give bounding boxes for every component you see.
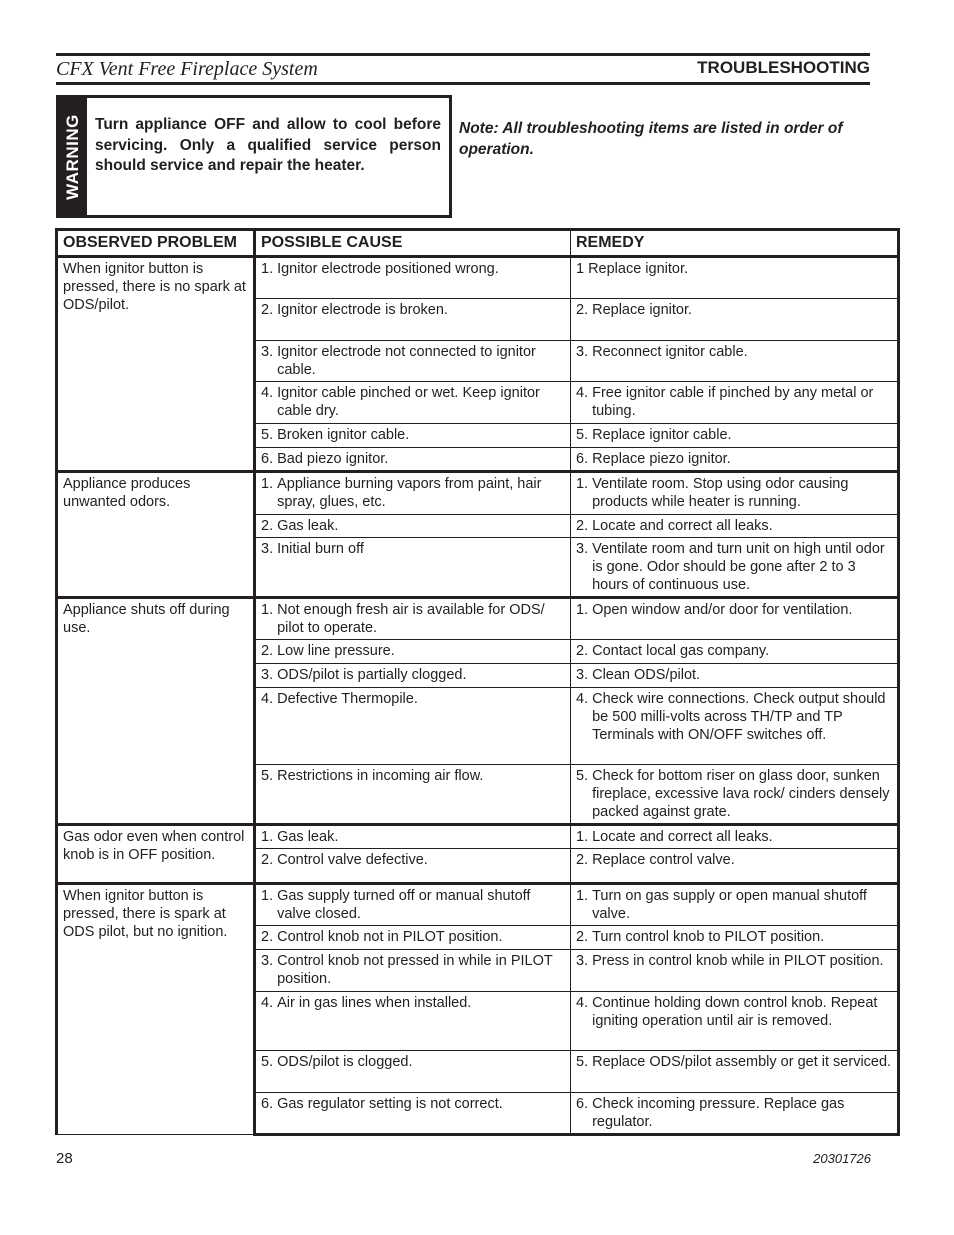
cause-number: 6. xyxy=(261,1096,274,1112)
possible-cause-cell xyxy=(255,992,571,1051)
remedy-text: Ventilate room and turn unit on high until odor is gone. Odor should be gone after 2 to 3 hours of continuous use. xyxy=(592,541,885,593)
remedy-item xyxy=(576,666,893,684)
cause-text: Ignitor cable pinched or wet. Keep ignitor cable dry. xyxy=(277,385,540,419)
remedy-number: 5. xyxy=(576,768,589,784)
warning-label: WARNING xyxy=(63,113,82,200)
remedy-number: 2. xyxy=(576,929,589,945)
cause-text: Not enough fresh air is available for ODS/ pilot to operate. xyxy=(277,602,545,636)
cause-number: 3. xyxy=(261,667,274,683)
remedy-text: Replace ignitor. xyxy=(592,302,693,318)
cause-number: 1. xyxy=(261,829,274,845)
remedy-number: 1. xyxy=(576,829,589,845)
remedy-cell xyxy=(571,382,899,424)
troubleshooting-table xyxy=(55,228,900,1136)
cause-item xyxy=(261,1053,566,1071)
observed-problem-cell: Appliance shuts off during use. xyxy=(57,598,255,825)
possible-cause-cell xyxy=(255,598,571,640)
remedy-number: 4. xyxy=(576,995,589,1011)
cause-number: 3. xyxy=(261,344,274,360)
remedy-number: 3. xyxy=(576,541,589,557)
remedy-number: 5. xyxy=(576,1054,589,1070)
possible-cause-cell xyxy=(255,538,571,598)
cause-item xyxy=(261,540,566,558)
observed-problem-cell: When ignitor button is pressed, there is spark at ODS pilot, but no ignition. xyxy=(57,884,255,1135)
observed-problem-cell: Gas odor even when control knob is in OFF position. xyxy=(57,825,255,884)
cause-number: 2. xyxy=(261,302,274,318)
remedy-cell xyxy=(571,448,899,472)
cause-item xyxy=(261,1095,566,1113)
table-row xyxy=(57,825,899,849)
cause-number: 2. xyxy=(261,929,274,945)
cause-number: 4. xyxy=(261,691,274,707)
cause-text: Appliance burning vapors from paint, hair spray, glues, etc. xyxy=(277,476,542,510)
remedy-number: 3. xyxy=(576,344,589,360)
remedy-item xyxy=(576,540,893,594)
possible-cause-cell xyxy=(255,382,571,424)
cause-number: 5. xyxy=(261,427,274,443)
cause-text: Low line pressure. xyxy=(277,643,395,659)
remedy-cell xyxy=(571,765,899,825)
possible-cause-cell xyxy=(255,424,571,448)
possible-cause-cell xyxy=(255,1051,571,1093)
remedy-text: Clean ODS/pilot. xyxy=(592,667,701,683)
remedy-number: 1. xyxy=(576,888,589,904)
cause-number: 3. xyxy=(261,541,274,557)
remedy-text: Replace ignitor. xyxy=(588,261,689,277)
remedy-item xyxy=(576,475,893,511)
possible-cause-cell xyxy=(255,640,571,664)
remedy-number: 2. xyxy=(576,302,589,318)
remedy-text: Replace ODS/pilot assembly or get it serviced. xyxy=(592,1054,892,1070)
observed-problem-cell: When ignitor button is pressed, there is no spark at ODS/pilot. xyxy=(57,257,255,472)
remedy-item xyxy=(576,851,893,869)
cause-text: ODS/pilot is partially clogged. xyxy=(277,667,467,683)
possible-cause-cell xyxy=(255,765,571,825)
cause-item xyxy=(261,475,566,511)
remedy-text: Press in control knob while in PILOT position. xyxy=(592,953,884,969)
remedy-text: Check for bottom riser on glass door, sunken fireplace, excessive lava rock/ cinders densely packed against grate. xyxy=(592,768,890,820)
cause-text: Control valve defective. xyxy=(277,852,428,868)
remedy-number: 4. xyxy=(576,385,589,401)
remedy-cell xyxy=(571,598,899,640)
remedy-item xyxy=(576,690,893,744)
remedy-item xyxy=(576,828,893,846)
cause-number: 6. xyxy=(261,451,274,467)
remedy-text: Turn control knob to PILOT position. xyxy=(592,929,825,945)
remedy-text: Continue holding down control knob. Repeat igniting operation until air is removed. xyxy=(592,995,878,1029)
remedy-item xyxy=(576,260,893,278)
remedy-cell xyxy=(571,825,899,849)
document-title: CFX Vent Free Fireplace System xyxy=(56,58,318,80)
remedy-item xyxy=(576,1095,893,1131)
possible-cause-cell xyxy=(255,341,571,382)
remedy-item xyxy=(576,384,893,420)
cause-text: Gas leak. xyxy=(277,829,339,845)
possible-cause-cell xyxy=(255,849,571,884)
possible-cause-cell xyxy=(255,884,571,926)
cause-item xyxy=(261,384,566,420)
remedy-text: Turn on gas supply or open manual shutoff valve. xyxy=(592,888,867,922)
remedy-cell xyxy=(571,472,899,515)
cause-item xyxy=(261,517,566,535)
remedy-cell xyxy=(571,884,899,926)
remedy-number: 1 xyxy=(576,261,585,277)
header-rule-bottom xyxy=(56,82,870,85)
remedy-item xyxy=(576,994,893,1030)
remedy-text: Check wire connections. Check output should be 500 milli-volts across TH/TP and TP Terminals with ON/OFF switches off. xyxy=(592,691,886,743)
remedy-cell xyxy=(571,688,899,765)
remedy-text: Replace control valve. xyxy=(592,852,735,868)
cause-number: 2. xyxy=(261,852,274,868)
remedy-text: Open window and/or door for ventilation. xyxy=(592,602,853,618)
remedy-text: Free ignitor cable if pinched by any metal or tubing. xyxy=(592,385,874,419)
cause-text: Control knob not pressed in while in PILOT position. xyxy=(277,953,553,987)
warning-label-tab xyxy=(59,98,87,215)
possible-cause-cell xyxy=(255,472,571,515)
cause-text: Broken ignitor cable. xyxy=(277,427,410,443)
remedy-cell xyxy=(571,341,899,382)
table-row xyxy=(57,598,899,640)
remedy-number: 3. xyxy=(576,953,589,969)
table-body xyxy=(57,257,899,1135)
cause-text: Air in gas lines when installed. xyxy=(277,995,472,1011)
table-header-row xyxy=(57,230,899,257)
remedy-number: 6. xyxy=(576,451,589,467)
cause-item xyxy=(261,828,566,846)
cause-number: 1. xyxy=(261,476,274,492)
remedy-cell xyxy=(571,424,899,448)
cause-item xyxy=(261,260,566,278)
cause-item xyxy=(261,928,566,946)
possible-cause-cell xyxy=(255,515,571,538)
cause-item xyxy=(261,450,566,468)
cause-text: Ignitor electrode positioned wrong. xyxy=(277,261,499,277)
remedy-cell xyxy=(571,515,899,538)
warning-box xyxy=(56,95,452,218)
cause-item xyxy=(261,851,566,869)
cause-number: 5. xyxy=(261,1054,274,1070)
cause-text: Gas leak. xyxy=(277,518,339,534)
cause-number: 2. xyxy=(261,643,274,659)
observed-problem-cell: Appliance produces unwanted odors. xyxy=(57,472,255,598)
cause-number: 5. xyxy=(261,768,274,784)
cause-item xyxy=(261,690,566,708)
section-title: TROUBLESHOOTING xyxy=(697,58,870,77)
cause-item xyxy=(261,301,566,319)
cause-number: 1. xyxy=(261,261,274,277)
remedy-number: 1. xyxy=(576,602,589,618)
remedy-text: Replace piezo ignitor. xyxy=(592,451,731,467)
remedy-number: 3. xyxy=(576,667,589,683)
cause-text: Ignitor electrode not connected to ignitor cable. xyxy=(277,344,536,378)
cause-item xyxy=(261,767,566,785)
remedy-cell xyxy=(571,640,899,664)
remedy-cell xyxy=(571,257,899,299)
remedy-cell xyxy=(571,538,899,598)
cause-text: Gas regulator setting is not correct. xyxy=(277,1096,503,1112)
possible-cause-cell xyxy=(255,688,571,765)
cause-item xyxy=(261,952,566,988)
cause-text: Restrictions in incoming air flow. xyxy=(277,768,484,784)
cause-text: Ignitor electrode is broken. xyxy=(277,302,448,318)
cause-text: Defective Thermopile. xyxy=(277,691,418,707)
remedy-text: Locate and correct all leaks. xyxy=(592,829,773,845)
cause-item xyxy=(261,343,566,379)
table-row xyxy=(57,884,899,926)
remedy-number: 2. xyxy=(576,852,589,868)
remedy-item xyxy=(576,450,893,468)
remedy-number: 1. xyxy=(576,476,589,492)
cause-text: Gas supply turned off or manual shutoff valve closed. xyxy=(277,888,531,922)
cause-number: 3. xyxy=(261,953,274,969)
possible-cause-cell xyxy=(255,926,571,950)
remedy-text: Contact local gas company. xyxy=(592,643,770,659)
remedy-item xyxy=(576,642,893,660)
remedy-item xyxy=(576,767,893,821)
remedy-text: Locate and correct all leaks. xyxy=(592,518,773,534)
remedy-cell xyxy=(571,1093,899,1135)
remedy-item xyxy=(576,517,893,535)
remedy-item xyxy=(576,928,893,946)
possible-cause-cell xyxy=(255,299,571,341)
table-row xyxy=(57,257,899,299)
remedy-number: 5. xyxy=(576,427,589,443)
cause-item xyxy=(261,642,566,660)
page-number: 28 xyxy=(56,1150,73,1167)
cause-number: 2. xyxy=(261,518,274,534)
remedy-cell xyxy=(571,299,899,341)
possible-cause-cell xyxy=(255,825,571,849)
possible-cause-cell xyxy=(255,448,571,472)
remedy-text: Reconnect ignitor cable. xyxy=(592,344,748,360)
cause-item xyxy=(261,887,566,923)
order-note: Note: All troubleshooting items are listed in order of operation. xyxy=(459,120,843,158)
remedy-cell xyxy=(571,664,899,688)
cause-item xyxy=(261,426,566,444)
possible-cause-cell xyxy=(255,664,571,688)
remedy-text: Ventilate room. Stop using odor causing products while heater is running. xyxy=(592,476,849,510)
possible-cause-cell xyxy=(255,950,571,992)
cause-number: 1. xyxy=(261,602,274,618)
warning-text: Turn appliance OFF and allow to cool before servicing. Only a qualified service person should service and repair the heater. xyxy=(95,116,441,174)
cause-item xyxy=(261,601,566,637)
cause-text: Initial burn off xyxy=(277,541,364,557)
cause-item xyxy=(261,666,566,684)
document-number: 20301726 xyxy=(813,1151,871,1166)
remedy-cell xyxy=(571,1051,899,1093)
remedy-item xyxy=(576,887,893,923)
remedy-item xyxy=(576,601,893,619)
header-observed-problem: OBSERVED PROBLEM xyxy=(57,230,255,257)
possible-cause-cell xyxy=(255,257,571,299)
table-row xyxy=(57,472,899,515)
cause-number: 4. xyxy=(261,995,274,1011)
remedy-number: 4. xyxy=(576,691,589,707)
cause-text: ODS/pilot is clogged. xyxy=(277,1054,413,1070)
remedy-item xyxy=(576,301,893,319)
remedy-cell xyxy=(571,950,899,992)
possible-cause-cell xyxy=(255,1093,571,1135)
remedy-cell xyxy=(571,992,899,1051)
remedy-number: 2. xyxy=(576,643,589,659)
cause-item xyxy=(261,994,566,1012)
remedy-number: 6. xyxy=(576,1096,589,1112)
cause-number: 4. xyxy=(261,385,274,401)
remedy-number: 2. xyxy=(576,518,589,534)
remedy-item xyxy=(576,343,893,361)
header-remedy: REMEDY xyxy=(571,230,899,257)
remedy-text: Check incoming pressure. Replace gas regulator. xyxy=(592,1096,845,1130)
remedy-item xyxy=(576,1053,893,1071)
remedy-item xyxy=(576,952,893,970)
remedy-cell xyxy=(571,849,899,884)
cause-text: Bad piezo ignitor. xyxy=(277,451,389,467)
remedy-text: Replace ignitor cable. xyxy=(592,427,732,443)
cause-number: 1. xyxy=(261,888,274,904)
remedy-cell xyxy=(571,926,899,950)
cause-text: Control knob not in PILOT position. xyxy=(277,929,503,945)
header-possible-cause: POSSIBLE CAUSE xyxy=(255,230,571,257)
remedy-item xyxy=(576,426,893,444)
